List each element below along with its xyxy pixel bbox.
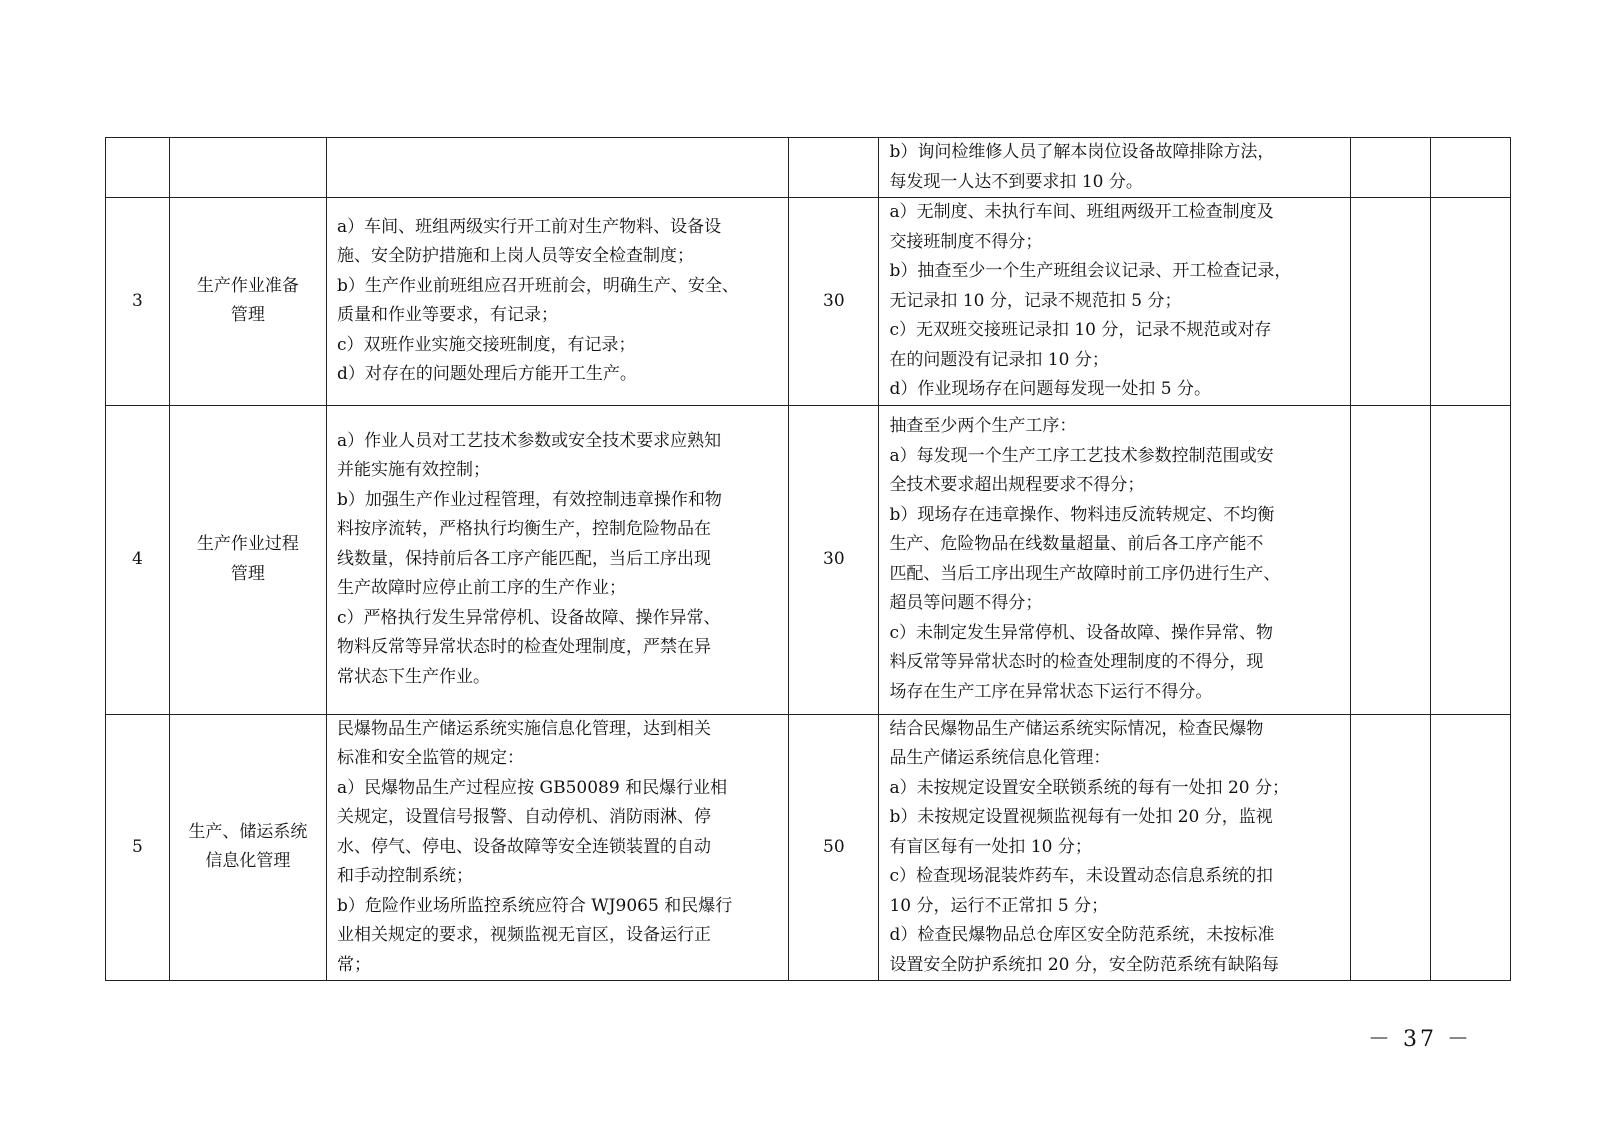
requirements-cell — [326, 714, 788, 981]
requirements-cell-line: 生产故障时应停止前工序的生产作业； — [336, 578, 626, 599]
criteria-cell-line: 交接班制度不得分； — [889, 231, 1043, 252]
empty-cell — [1350, 714, 1430, 981]
requirements-cell-line: b）生产作业前班组应召开班前会，明确生产、安全、 — [336, 275, 739, 296]
item-name-cell — [169, 198, 326, 406]
empty-cell — [1430, 138, 1510, 198]
requirements-cell-line: a）车间、班组两级实行开工前对生产物料、设备设 — [336, 216, 722, 237]
empty-cell — [1350, 138, 1430, 198]
criteria-cell-line: 超员等问题不得分； — [889, 593, 1043, 613]
criteria-cell-line: 10 分，运行不正常扣 5 分； — [889, 895, 1109, 916]
table-body — [106, 138, 1511, 981]
criteria-cell-line: 料反常等异常状态时的检查处理制度的不得分，现 — [889, 652, 1264, 672]
criteria-cell-line: 无记录扣 10 分，记录不规范扣 5 分； — [889, 290, 1182, 311]
score-cell — [789, 138, 879, 198]
criteria-cell-line: b）未按规定设置视频监视每有一处扣 20 分，监视 — [889, 807, 1273, 827]
criteria-cell-line: 生产、危险物品在线数量超量、前后各工序产能不 — [889, 534, 1264, 554]
item-name-cell-line: 管理 — [230, 563, 265, 584]
criteria-cell-line: a）未按规定设置安全联锁系统的每有一处扣 20 分； — [889, 777, 1290, 798]
requirements-cell-line: 关规定，设置信号报警、自动停机、消防雨淋、停 — [336, 807, 711, 827]
requirements-cell-line: 料按序流转，严格执行均衡生产，控制危险物品在 — [336, 519, 711, 540]
criteria-cell-line: b）现场存在违章操作、物料违反流转规定、不均衡 — [889, 504, 1275, 525]
criteria-cell-line: 在的问题没有记录扣 10 分； — [889, 349, 1109, 370]
criteria-cell-line: 每发现一人达不到要求扣 10 分。 — [889, 171, 1143, 192]
empty-cell — [1350, 198, 1430, 406]
criteria-cell-line: 场存在生产工序在异常状态下运行不得分。 — [889, 681, 1213, 702]
requirements-cell-line: 民爆物品生产储运系统实施信息化管理，达到相关 — [336, 718, 711, 739]
requirements-cell-line: 质量和作业等要求，有记录； — [336, 305, 558, 326]
table-row — [106, 405, 1511, 714]
score-cell: 30 — [789, 405, 879, 714]
requirements-cell-line: b）加强生产作业过程管理，有效控制违章操作和物 — [336, 489, 722, 510]
empty-cell — [1430, 714, 1510, 981]
item-name-cell-line: 生产、储运系统 — [188, 821, 308, 842]
empty-cell — [1430, 198, 1510, 406]
empty-cell — [1350, 405, 1430, 714]
requirements-cell — [326, 138, 788, 198]
item-name-cell-line: 管理 — [230, 305, 265, 326]
evaluation-table — [105, 137, 1511, 981]
criteria-cell-line: 品生产储运系统信息化管理： — [889, 748, 1111, 768]
requirements-cell-line: 和手动控制系统； — [336, 866, 473, 886]
criteria-cell-line: 抽查至少两个生产工序： — [889, 416, 1077, 436]
empty-cell — [1430, 405, 1510, 714]
requirements-cell-line: 线数量，保持前后各工序产能匹配，当后工序出现 — [336, 548, 711, 569]
criteria-cell-line: d）检查民爆物品总仓库区安全防范系统，未按标准 — [889, 925, 1275, 945]
requirements-cell-line: a）作业人员对工艺技术参数或安全技术要求应熟知 — [336, 430, 722, 451]
table-row — [106, 198, 1511, 406]
requirements-cell-line: 并能实施有效控制； — [336, 460, 490, 481]
criteria-cell-line: b）抽查至少一个生产班组会议记录、开工检查记录， — [889, 261, 1292, 281]
item-name-cell — [169, 405, 326, 714]
page-number: － 37 － — [1368, 1027, 1472, 1052]
table-row — [106, 714, 1511, 981]
score-cell: 30 — [789, 198, 879, 406]
criteria-cell — [879, 714, 1350, 981]
row-number-cell: 3 — [106, 198, 170, 406]
requirements-cell-line: 常； — [336, 954, 371, 975]
item-name-cell-line: 生产作业准备 — [196, 275, 299, 296]
requirements-cell-line: c）双班作业实施交接班制度，有记录； — [336, 334, 636, 355]
score-cell: 50 — [789, 714, 879, 981]
criteria-cell-line: c）未制定发生异常停机、设备故障、操作异常、物 — [889, 622, 1273, 643]
requirements-cell-line: a）民爆物品生产过程应按 GB50089 和民爆行业相 — [336, 777, 728, 798]
criteria-cell-line: a）每发现一个生产工序工艺技术参数控制范围或安 — [889, 445, 1274, 466]
requirements-cell-line: 物料反常等异常状态时的检查处理制度，严禁在异 — [336, 637, 711, 658]
criteria-cell-line: 匹配、当后工序出现生产故障时前工序仍进行生产、 — [889, 563, 1281, 584]
requirements-cell-line: 水、停气、停电、设备故障等安全连锁装置的自动 — [336, 836, 711, 857]
item-name-cell-line: 信息化管理 — [205, 851, 291, 872]
criteria-cell-line: 有盲区每有一处扣 10 分； — [889, 836, 1092, 857]
criteria-cell-line: 全技术要求超出规程要求不得分； — [889, 475, 1145, 495]
criteria-cell-line: 结合民爆物品生产储运系统实际情况，检查民爆物 — [889, 718, 1264, 739]
table-row — [106, 138, 1511, 198]
criteria-cell-line: a）无制度、未执行车间、班组两级开工检查制度及 — [889, 202, 1274, 222]
requirements-cell-line: d）对存在的问题处理后方能开工生产。 — [336, 364, 637, 385]
criteria-cell — [879, 405, 1350, 714]
requirements-cell-line: 标准和安全监管的规定： — [336, 748, 524, 768]
requirements-cell — [326, 405, 788, 714]
requirements-cell-line: c）严格执行发生异常停机、设备故障、操作异常、 — [336, 607, 721, 628]
item-name-cell — [169, 138, 326, 198]
requirements-cell — [326, 198, 788, 406]
requirements-cell-line: 业相关规定的要求，视频监视无盲区，设备运行正 — [336, 925, 711, 945]
requirements-cell-line: 常状态下生产作业。 — [336, 666, 490, 687]
criteria-cell — [879, 138, 1350, 198]
criteria-cell-line: c）无双班交接班记录扣 10 分，记录不规范或对存 — [889, 320, 1272, 340]
requirements-cell-line: 施、安全防护措施和上岗人员等安全检查制度； — [336, 246, 694, 267]
criteria-cell-line: 设置安全防护系统扣 20 分，安全防范系统有缺陷每 — [889, 954, 1279, 975]
row-number-cell — [106, 138, 170, 198]
criteria-cell-line: b）询问检维修人员了解本岗位设备故障排除方法， — [889, 142, 1275, 162]
row-number-cell: 5 — [106, 714, 170, 981]
item-name-cell — [169, 714, 326, 981]
criteria-cell — [879, 198, 1350, 406]
criteria-cell-line: c）检查现场混装炸药车，未设置动态信息系统的扣 — [889, 866, 1273, 886]
item-name-cell-line: 生产作业过程 — [196, 534, 299, 554]
requirements-cell-line: b）危险作业场所监控系统应符合 WJ9065 和民爆行 — [336, 895, 733, 916]
row-number-cell: 4 — [106, 405, 170, 714]
criteria-cell-line: d）作业现场存在问题每发现一处扣 5 分。 — [889, 379, 1211, 399]
